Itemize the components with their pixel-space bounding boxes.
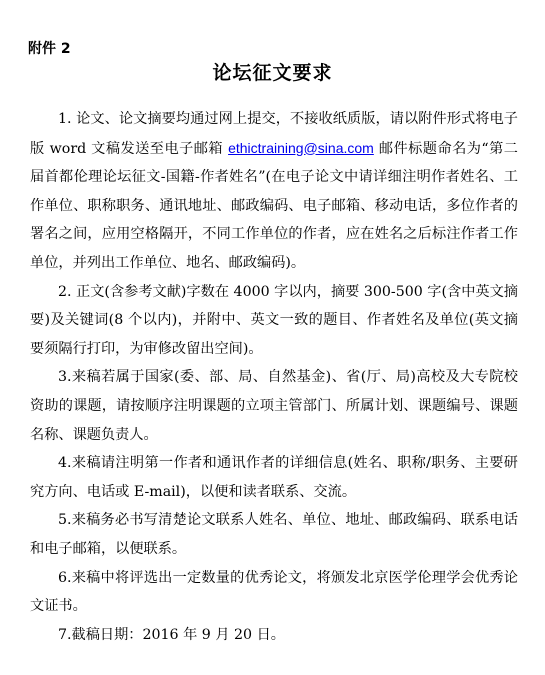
requirement-item-4: 4.来稿请注明第一作者和通讯作者的详细信息(姓名、职称/职务、主要研究方向、电话或 E-mail)，以便和读者联系、交流。 <box>30 455 518 500</box>
requirement-1-text-continued: 邮件标题命名为“第二届首都伦理论坛征文-国籍-作者姓名”(在电子论文中请详细注明作者姓名、工作单位、职称职务、通讯地址、邮政编码、电子邮箱、移动电话，多位作者的署名之间，应用空格隔开，不同工作单位的作者，应在姓名之后标注作者工作单位，并列出工作单位、地名、邮政编码)。 <box>30 140 518 271</box>
page-title: 论坛征文要求 <box>212 62 333 84</box>
requirement-1-text: 1. 论文、论文摘要均通过网上提交，不接收纸质版，请以附件形式将电子版 word 文稿发送至电子邮箱 <box>30 111 518 157</box>
requirement-item-5: 5.来稿务必书写清楚论文联系人姓名、单位、地址、邮政编码、联系电话和电子邮箱，以便联系。 <box>30 512 518 557</box>
requirement-item-2: 2. 正文(含参考文献)字数在 4000 字以内，摘要 300-500 字(含中英文摘要)及关键词(8 个以内)，并附中、英文一致的题目、作者姓名及单位(英文摘要须隔行打印，为审修改留出空间)。 <box>30 283 518 357</box>
requirement-item-6: 6.来稿中将评选出一定数量的优秀论文，将颁发北京医学伦理学会优秀论文证书。 <box>30 569 518 615</box>
requirement-item-3: 3.来稿若属于国家(委、部、局、自然基金)、省(厅、局)高校及大专院校资助的课题，请按顺序注明课题的立项主管部门、所属计划、课题编号、课题名称、课题负责人。 <box>30 369 518 443</box>
email-link[interactable]: ethictraining@sina.com <box>228 139 374 156</box>
attachment-label: 附件 2 <box>28 41 71 57</box>
requirement-item-7: 7.截稿日期：2016 年 9 月 20 日。 <box>58 626 285 643</box>
requirement-item-1 <box>30 105 518 278</box>
requirements-body <box>30 105 518 649</box>
